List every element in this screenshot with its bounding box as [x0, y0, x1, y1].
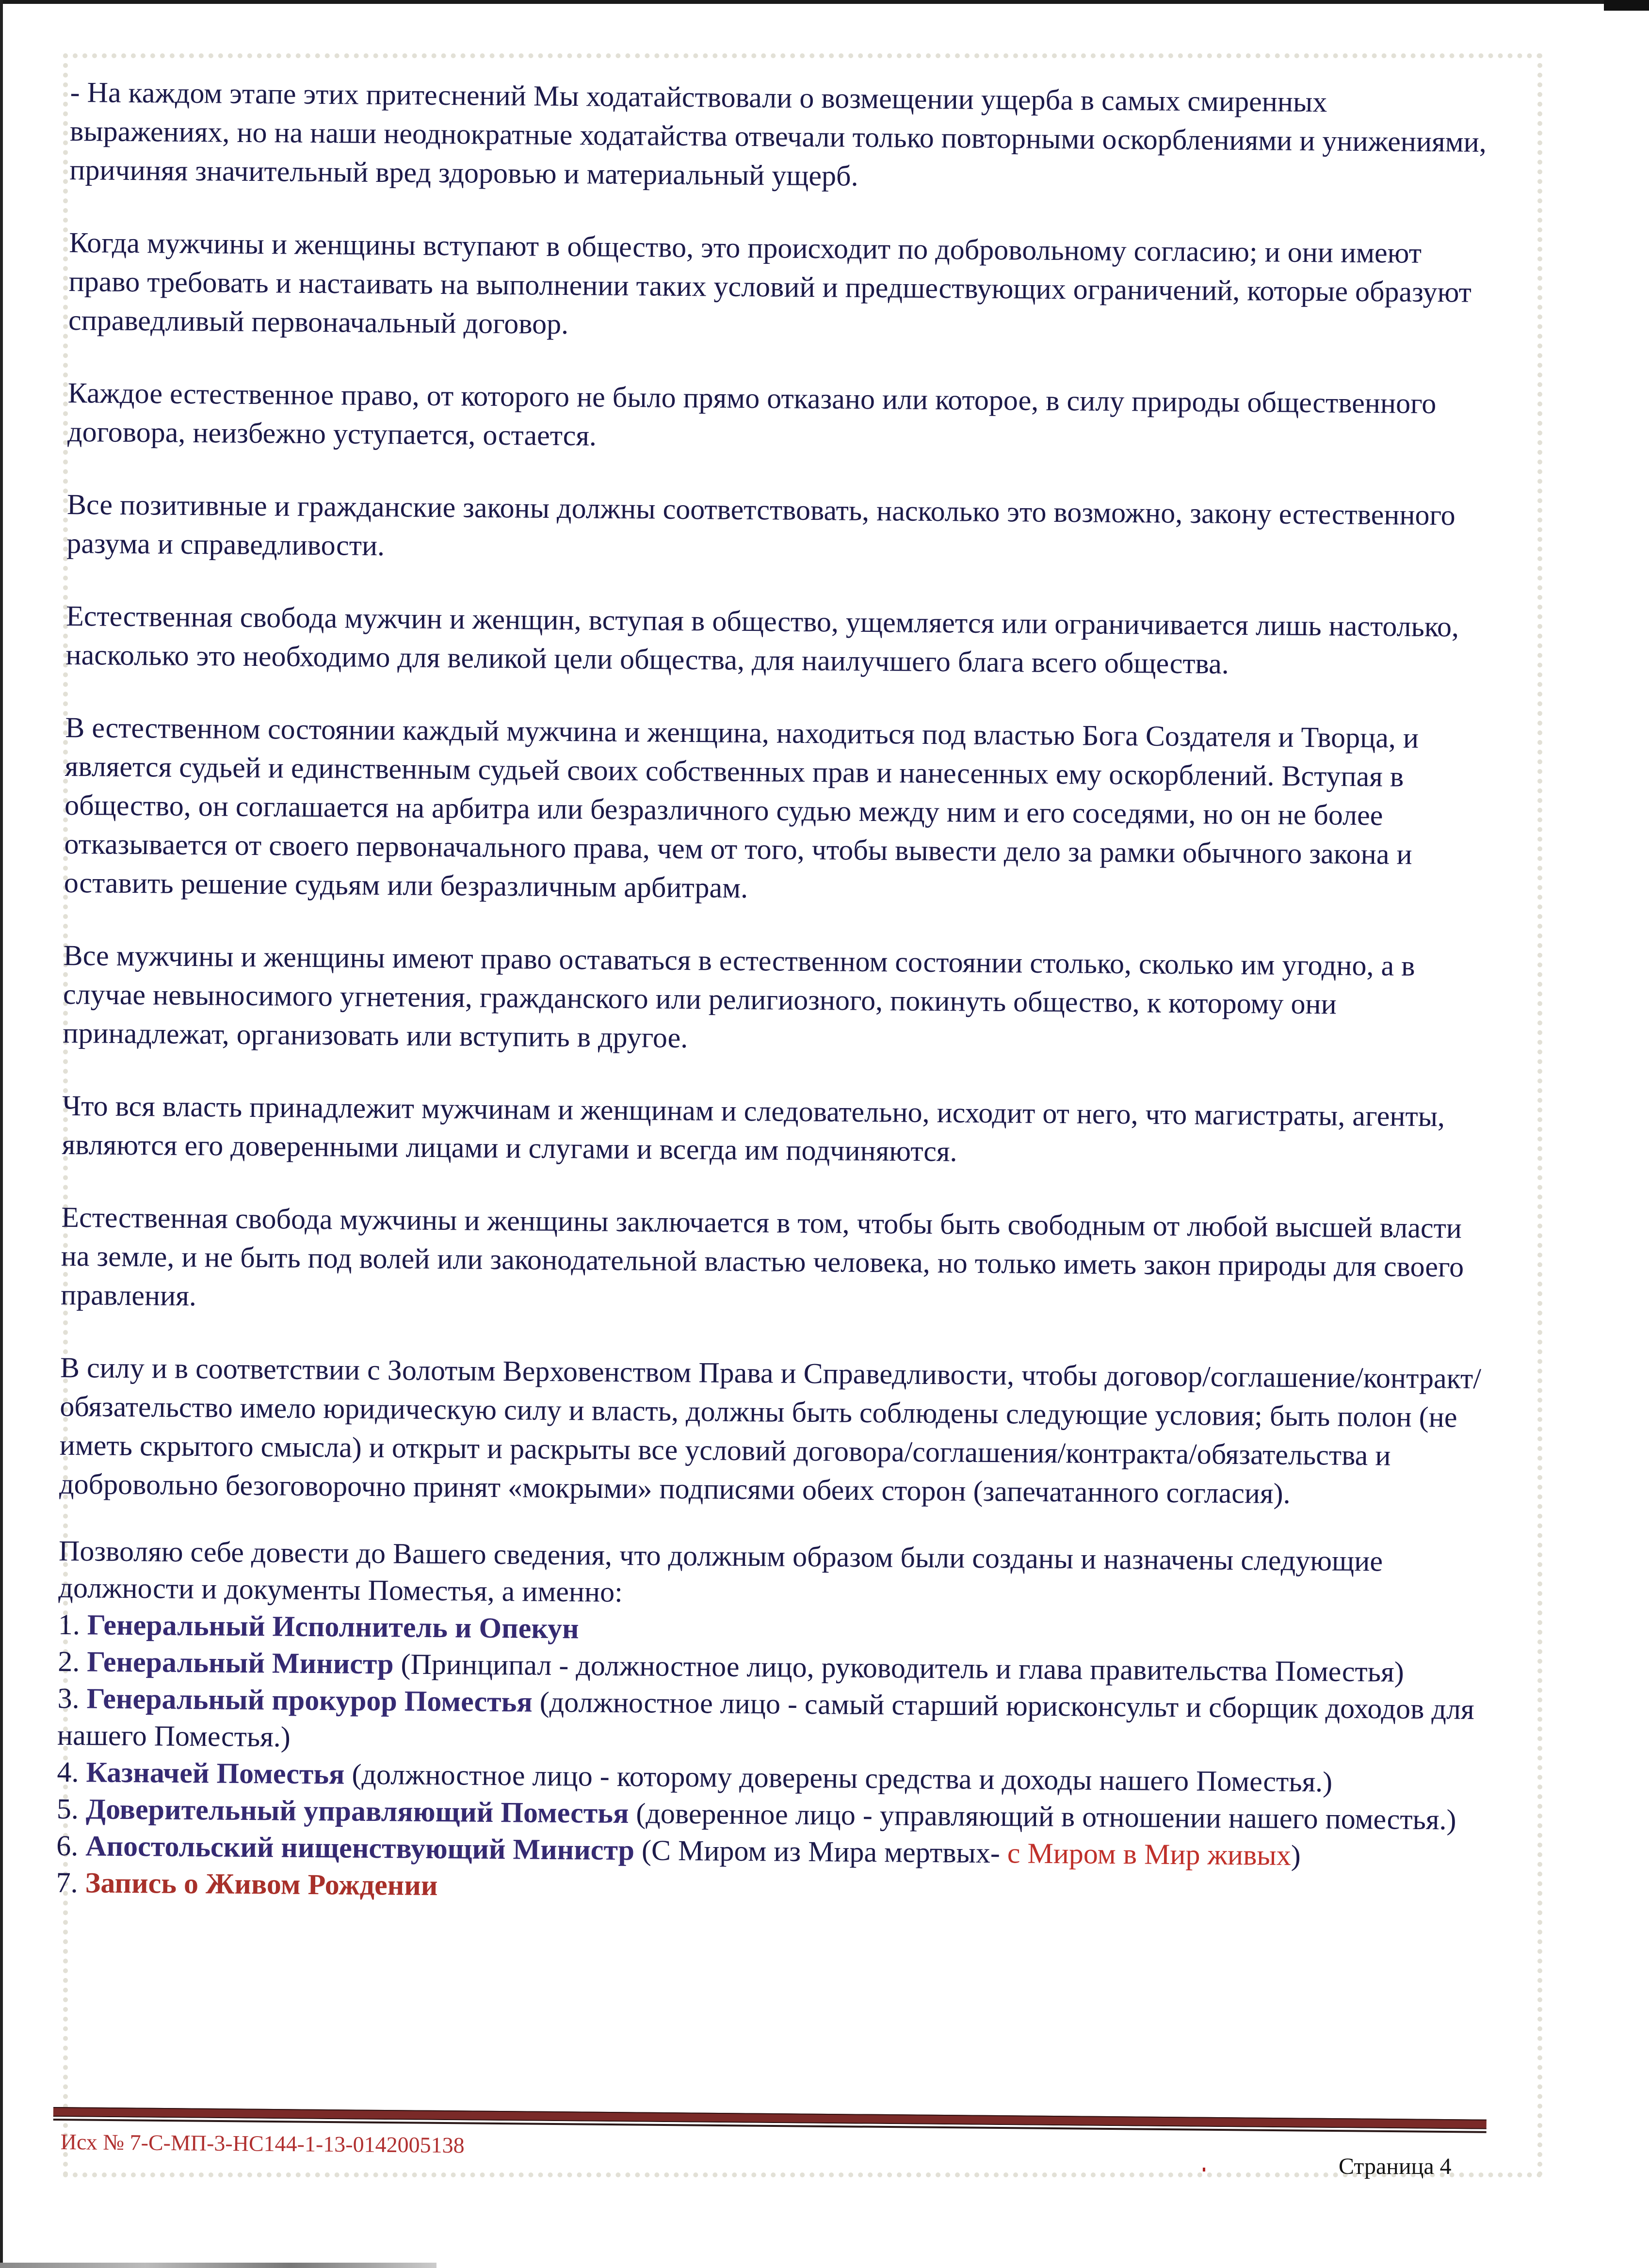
list-description: (Принципал - должностное лицо, руководитель и глава правительства Поместья)	[393, 1648, 1405, 1688]
list-item	[57, 1680, 1479, 1765]
list-number: 7.	[56, 1866, 85, 1899]
list-description: (должностное лицо - самый старший юрисконсульт и сборщик доходов для нашего Поместья.)	[57, 1686, 1474, 1753]
list-title: Доверительный управляющий Поместья	[85, 1793, 629, 1830]
paragraph: В естественном состоянии каждый мужчина и женщина, находиться под властью Бога Создателя и Творца, и является судьей и единственным судьей своих собственных прав и нанесенных ему оскорблений. Вступая в общество, он соглашается на арбитра или безразличного судью между ним и его соседями, но он не более отказывается от своего первоначального права, чем от того, чтобы вывести дело за рамки обычного закона и оставить решение судьям или безразличным арбитрам.	[64, 711, 1419, 904]
estate-positions-list	[56, 1532, 1480, 1912]
scan-edge-bottom	[0, 2263, 436, 2268]
paragraph: Что вся власть принадлежит мужчинам и женщинам и следовательно, исходит от него, что магистраты, агенты, являются его доверенными лицами и слугами и всегда им подчиняются.	[62, 1089, 1445, 1168]
list-description-highlight: с Миром в Мир живых	[1007, 1837, 1292, 1871]
list-intro: Позволяю себе довести до Вашего сведения, что должным образом были созданы и назначены следующие должности и документы Поместья, а именно:	[58, 1534, 1383, 1609]
paragraph: Естественная свобода мужчины и женщины заключается в том, чтобы быть свободным от любой высшей власти на земле, и не быть под волей или законодательной властью человека, но только иметь закон природы для своего правления.	[60, 1201, 1464, 1312]
list-number: 2.	[58, 1645, 87, 1678]
paragraph: Все мужчины и женщины имеют право оставаться в естественном состоянии столько, сколько им угодно, а в случае невыносимого угнетения, гражданского или религиозного, покинуть общество, к которому они принадлежат, организовать или вступить в другое.	[63, 939, 1415, 1054]
list-description: (должностное лицо - которому доверены средства и доходы нашего Поместья.)	[344, 1758, 1333, 1798]
page-number: Страница 4	[1339, 2154, 1452, 2179]
scan-edge-top	[0, 0, 1649, 4]
paragraph: Когда мужчины и женщины вступают в общество, это происходит по добровольному согласию; и они имеют право требовать и настаивать на выполнении таких условий и предшествующих ограничений, которые образуют справедливый первоначальный договор.	[68, 226, 1472, 340]
scan-edge-left	[0, 0, 3, 2268]
list-number: 1.	[58, 1608, 88, 1641]
list-description-end: )	[1291, 1839, 1301, 1872]
list-title: Казначей Поместья	[86, 1756, 345, 1790]
list-title: Апостольский нищенствующий Министр	[85, 1830, 635, 1866]
paragraph: - На каждом этапе этих притеснений Мы ходатайствовали о возмещении ущерба в самых смиренных выражениях, но на наши неоднократные ходатайства отвечали только повторными оскорблениями и унижениями, причиняя значительный вред здоровью и материальный ущерб.	[69, 76, 1487, 192]
list-description: (доверенное лицо - управляющий в отношении нашего поместья.)	[629, 1797, 1456, 1836]
document-body	[54, 73, 1491, 2169]
list-number: 4.	[57, 1755, 86, 1788]
list-number: 3.	[57, 1682, 87, 1715]
list-description: (С Миром из Мира мертвых-	[634, 1834, 1008, 1869]
list-title: Генеральный Министр	[87, 1645, 394, 1680]
paragraph: В силу и в соответствии с Золотым Верховенством Права и Справедливости, чтобы договор/соглашение/контракт/обязательство имело юридическую силу и власть, должны быть соблюдены следующие условия; быть полон (не иметь скрытого смысла) и открыт и раскрыты все условий договора/соглашения/контракта/обязательства и добровольно безоговорочно принят «мокрыми» подписями обеих сторон (запечатанного согласия).	[59, 1351, 1482, 1510]
paragraph: Все позитивные и гражданские законы должны соответствовать, насколько это возможно, закону естественного разума и справедливости.	[66, 488, 1455, 562]
list-title: Генеральный прокурор Поместья	[86, 1682, 533, 1718]
list-number: 6.	[56, 1829, 86, 1862]
list-title: Запись о Живом Рождении	[85, 1866, 438, 1902]
scan-edge-corner	[1604, 0, 1649, 11]
footer-mark	[1203, 2168, 1205, 2171]
paragraph: Каждое естественное право, от которого не было прямо отказано или которое, в силу природы общественного договора, неизбежно уступается, остается.	[67, 376, 1437, 452]
list-title: Генеральный Исполнитель и Опекун	[87, 1609, 579, 1645]
paragraph: Естественная свобода мужчин и женщин, вступая в общество, ущемляется или ограничивается лишь настолько, насколько это необходимо для великой цели общества, для наилучшего блага всего общества.	[65, 599, 1459, 680]
list-number: 5.	[56, 1792, 86, 1825]
document-reference-number: Исх № 7-С-МП-3-НС144-1-13-0142005138	[60, 2129, 465, 2158]
